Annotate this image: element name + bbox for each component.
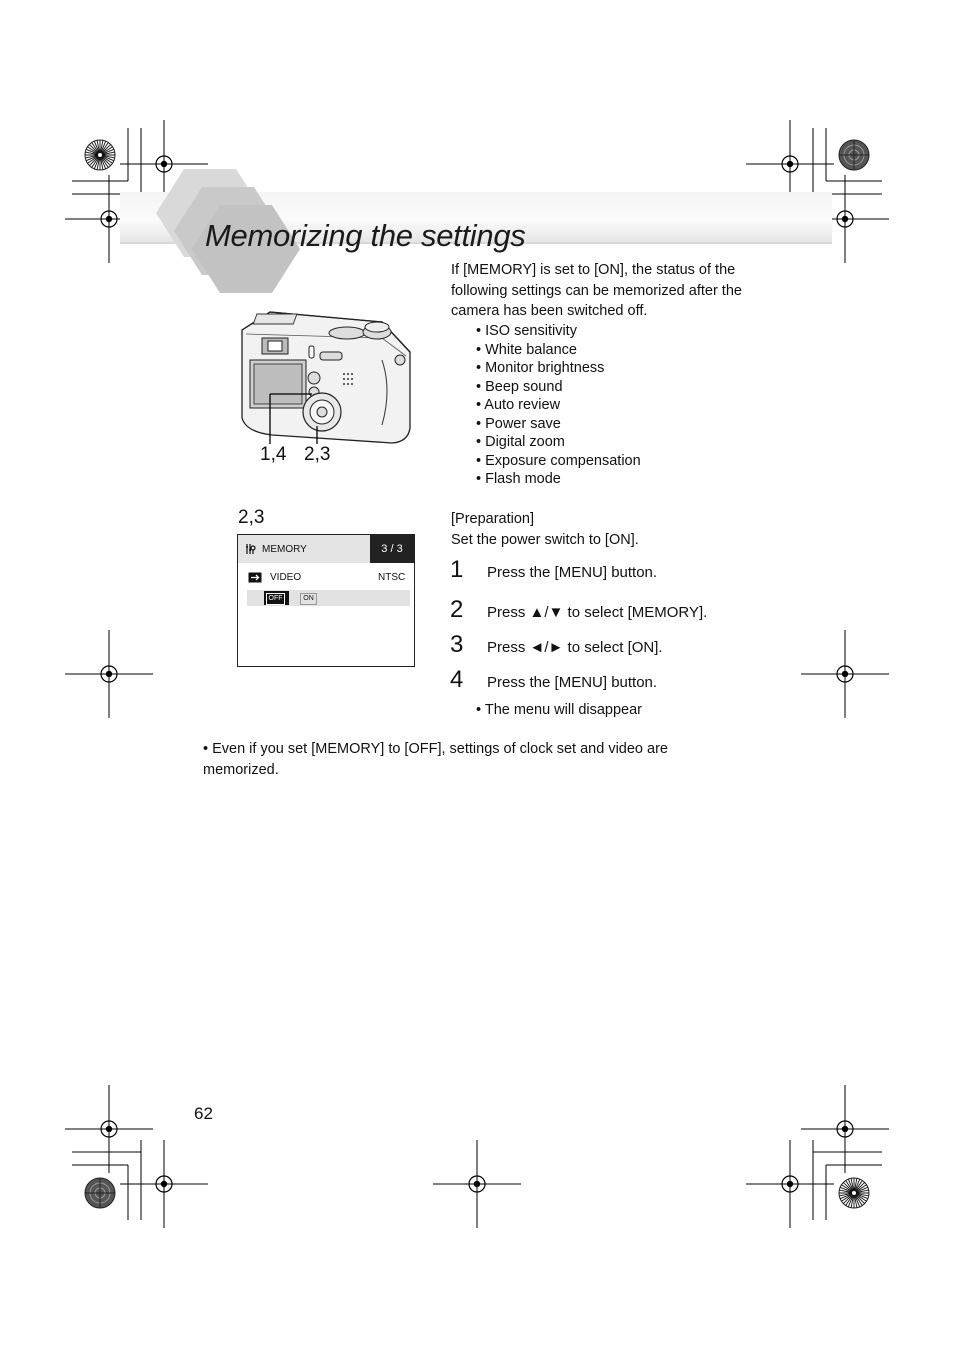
menu-header-label: MEMORY bbox=[262, 544, 307, 555]
setup-icon bbox=[245, 543, 257, 555]
step-number: 1 bbox=[450, 556, 464, 583]
option-on: ON bbox=[300, 593, 317, 605]
list-item: • Auto review bbox=[476, 397, 561, 413]
menu-screen bbox=[237, 534, 415, 667]
page-title: Memorizing the settings bbox=[205, 218, 526, 253]
page-number: 62 bbox=[194, 1104, 213, 1123]
list-item: • White balance bbox=[476, 341, 577, 358]
option-off: OFF bbox=[264, 591, 289, 605]
menu-page-indicator: 3 / 3 bbox=[370, 535, 414, 563]
memorized-settings-list bbox=[476, 322, 641, 489]
step-number: 4 bbox=[450, 666, 464, 693]
camera-illustration bbox=[232, 300, 417, 450]
list-item: • ISO sensitivity bbox=[476, 323, 577, 339]
list-item: • Exposure compensation bbox=[476, 452, 641, 469]
list-item: • Power save bbox=[476, 415, 561, 432]
menu-row-label: VIDEO bbox=[270, 572, 302, 583]
menu-row-value: NTSC bbox=[378, 572, 406, 583]
step-text: Press ▲/▼ to select [MEMORY]. bbox=[487, 604, 708, 621]
preparation-text: Set the power switch to [ON]. bbox=[451, 531, 639, 548]
menu-figure-caption: 2,3 bbox=[238, 507, 265, 528]
step-text: Press the [MENU] button. bbox=[487, 564, 658, 581]
list-item: • Monitor brightness bbox=[476, 360, 605, 376]
preparation bbox=[451, 509, 639, 550]
step-note: • The menu will disappear bbox=[476, 702, 643, 718]
step-number: 3 bbox=[450, 631, 464, 658]
list-item: • Digital zoom bbox=[476, 434, 565, 450]
step-number: 2 bbox=[450, 596, 464, 623]
callout-2-3: 2,3 bbox=[304, 444, 331, 465]
callout-1-4: 1,4 bbox=[260, 444, 287, 465]
step-text: Press ◄/► to select [ON]. bbox=[487, 639, 663, 656]
preparation-heading: [Preparation] bbox=[451, 511, 535, 527]
intro-text: If [MEMORY] is set to [ON], the status of the following settings can be memorized after the camera has been switched off. bbox=[451, 262, 742, 319]
footnote: • Even if you set [MEMORY] to [OFF], settings of clock set and video are memorized. bbox=[203, 741, 668, 778]
step-text: Press the [MENU] button. bbox=[487, 674, 658, 691]
list-item: • Flash mode bbox=[476, 471, 561, 487]
video-out-icon bbox=[248, 572, 262, 583]
list-item: • Beep sound bbox=[476, 378, 563, 395]
